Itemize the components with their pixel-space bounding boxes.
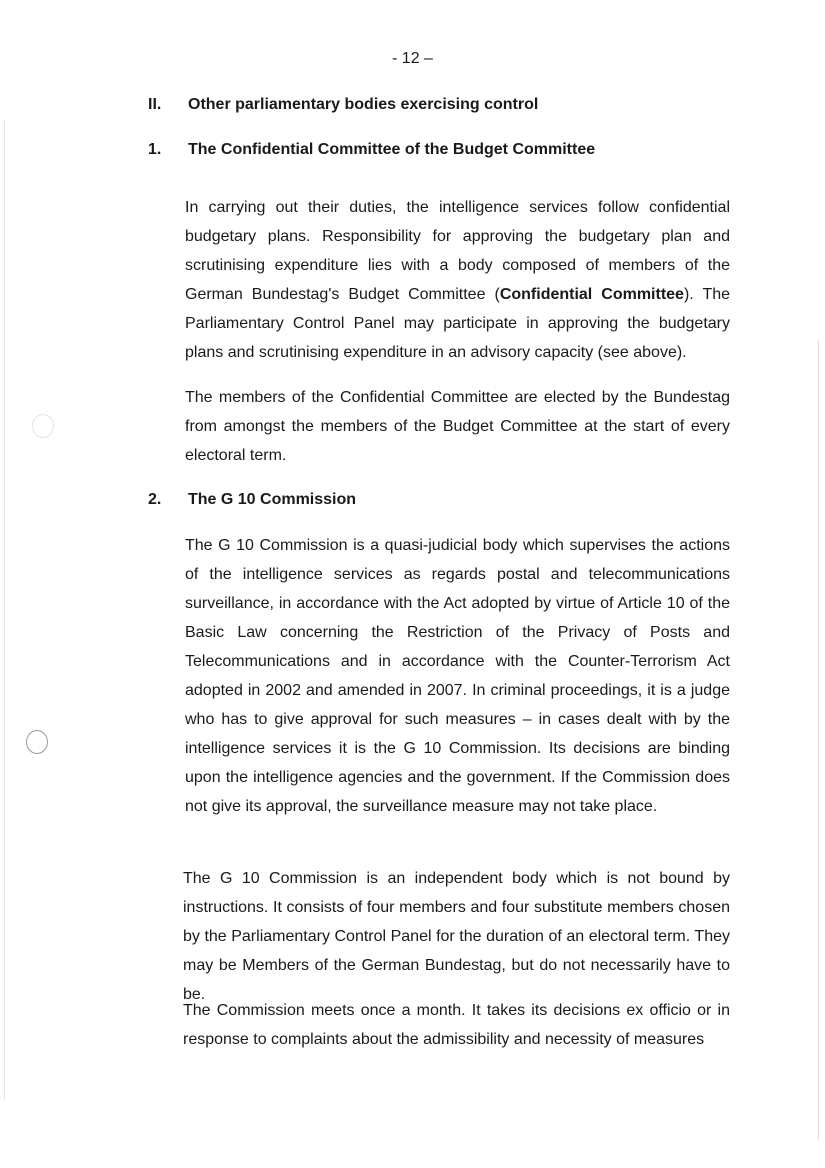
section-heading bbox=[148, 96, 538, 114]
paragraph-text: In carrying out their duties, the intelligence services follow confidential budgetary plans. Responsibility for approving the budgetary plan and scrutinising expenditure lies with a body composed of members of the German Bundestag's Budget Committee ( bbox=[185, 199, 730, 303]
subsection-number-1: 1. bbox=[148, 141, 162, 158]
paragraph-g10-3: The Commission meets once a month. It takes its decisions ex officio or in response to complaints about the admissibility and necessity of measures bbox=[183, 1002, 730, 1048]
paragraph-g10-1: The G 10 Commission is a quasi-judicial body which supervises the actions of the intelligence services as regards postal and telecommunications surveillance, in accordance with the Act adopted by virtue of Article 10 of the Basic Law concerning the Restriction of the Privacy of Posts and Telecommunications and in accordance with the Counter-Terrorism Act adopted in 2002 and amended in 2007. In criminal proceedings, it is a judge who has to give approval for such measures – in cases dealt with by the intelligence services it is the G 10 Commission. Its decisions are binding upon the intelligence agencies and the government. If the Commission does not give its approval, the surveillance measure may not take place. bbox=[185, 537, 730, 815]
subsection-title-2: The G 10 Commission bbox=[188, 491, 357, 508]
scan-edge-left bbox=[4, 120, 5, 1100]
section-number: II. bbox=[148, 96, 162, 113]
paragraph-confidential-committee-1 bbox=[185, 193, 730, 367]
paragraph-g10-2: The G 10 Commission is an independent body which is not bound by instructions. It consists of four members and four substitute members chosen by the Parliamentary Control Panel for the duration of an electoral term. They may be Members of the German Bundestag, but do not necessarily have to be. bbox=[183, 870, 730, 1003]
punch-hole-upper bbox=[32, 414, 54, 438]
punch-hole-lower bbox=[26, 730, 48, 754]
subsection-heading-1 bbox=[148, 141, 595, 159]
paragraph-text: ). The Parliamentary Control Panel may participate in approving the budgetary plans and scrutinising expenditure in an advisory capacity (see above). bbox=[185, 286, 731, 361]
section-title: Other parliamentary bodies exercising control bbox=[188, 96, 539, 113]
scan-edge-right bbox=[818, 340, 819, 1140]
page-number: - 12 – bbox=[392, 50, 433, 67]
subsection-number-2: 2. bbox=[148, 491, 162, 508]
subsection-title-1: The Confidential Committee of the Budget Committee bbox=[188, 141, 596, 158]
paragraph-confidential-committee-2: The members of the Confidential Committee are elected by the Bundestag from amongst the members of the Budget Committee at the start of every electoral term. bbox=[185, 389, 730, 464]
bold-term: Confidential Committee bbox=[499, 286, 684, 303]
subsection-heading-2 bbox=[148, 491, 356, 509]
